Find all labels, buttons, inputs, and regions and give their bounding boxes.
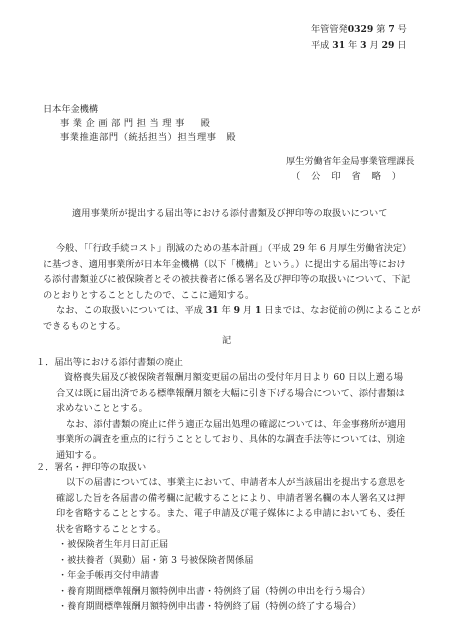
intro-line-5-month: 9 <box>233 305 240 317</box>
document-title: 適用事業所が提出する届出等における添付書類及び押印等の取扱いについて <box>72 208 388 219</box>
section-2-line-4: 状を省略することとする。 <box>56 523 167 535</box>
intro-line-5-year: 31 <box>205 305 219 317</box>
ki-label: 記 <box>222 335 232 346</box>
list-item: ・年金手帳再交付申請書 <box>58 570 160 582</box>
intro-line-5-tail: 日までは、なお従前の例によることが <box>261 305 421 317</box>
section-2-line-2: 確認した旨を各届書の備考欄に記載することにより、申請者署名欄の本人署名又は押 <box>56 492 406 504</box>
intro-line-3: る添付書類並びに被保険者とその被扶養者に係る署名及び押印等の取扱いについて、下記 <box>43 274 411 286</box>
section-2-list <box>58 537 370 615</box>
section-1-line-6: 通知する。 <box>56 449 102 461</box>
doc-number-suffix: 号 <box>394 24 407 35</box>
intro-line-5 <box>43 303 421 319</box>
doc-number-middle: 第 <box>373 24 389 35</box>
section-1-line-4: なお、添付書類の廃止に伴う適正な届出処理の確認については、年金事務所が適用 <box>66 418 406 430</box>
doc-number-prefix: 年管管発 <box>311 24 348 35</box>
date-day-label: 日 <box>394 40 407 51</box>
intro-line-5-year-label: 年 <box>218 305 234 317</box>
section-2-heading: ２．署名・押印等の取扱い <box>36 462 147 473</box>
date-year-label: 年 <box>345 40 361 51</box>
date-month: 3 <box>360 40 367 51</box>
list-item: ・養育期間標準報酬月額特例申出書・特例終了届（特例の終了する場合） <box>58 601 362 613</box>
section-1-line-5: 事業所の調査を重点的に行うこととしており、具体的な調査手法等については、別途 <box>56 434 405 446</box>
section-2-body <box>56 475 406 537</box>
intro-line-4: のとおりとすることとしたので、ここに通知する。 <box>43 289 255 301</box>
date-era: 平成 <box>311 40 333 51</box>
date-day: 29 <box>381 40 395 51</box>
date-year: 31 <box>332 40 346 51</box>
recipient-org: 日本年金機構 <box>43 104 99 115</box>
intro-line-1: 今般、「「行政手続コスト」削減のための基本計画」（平成 29 年 6 月厚生労働省決定） <box>56 243 412 254</box>
section-2-line-3: 印を省略することとする。また、電子申請及び電子媒体による申請においても、委任 <box>56 508 406 520</box>
intro-line-5-day: 1 <box>255 305 262 317</box>
document-date <box>311 40 406 52</box>
intro-line-5-head: なお、この取扱いについては、平成 <box>56 305 206 317</box>
list-item: ・養育期間標準報酬月額特例申出書・特例終了届（特例の申出を行う場合） <box>58 585 371 597</box>
section-1-line-3: 求めないこととする。 <box>56 403 148 415</box>
list-item: ・被扶養者（異動）届・第 3 号被保険者関係届 <box>58 554 254 566</box>
recipient-line-2: 事業推進部門（統括担当）担当理事 殿 <box>60 132 237 143</box>
section-1-body <box>56 370 406 464</box>
section-1-heading: １．届出等における添付書類の廃止 <box>36 357 183 368</box>
intro-paragraph <box>43 241 421 335</box>
section-1-line-2: 合又は既に届出済である標準報酬月額を大幅に引き下げる場合について、添付書類は <box>56 387 405 399</box>
list-item: ・被保険者生年月日訂正届 <box>58 539 169 550</box>
intro-line-2: に基づき、適用事業所が日本年金機構（以下「機構」という。）に提出する届出等におけ <box>43 258 406 270</box>
intro-line-5-month-label: 月 <box>239 305 256 317</box>
doc-number-date-code: 0329 <box>347 24 374 35</box>
intro-line-6: できるものとする。 <box>43 320 126 332</box>
sender-seal: （ 公 印 省 略 ） <box>291 171 402 182</box>
date-month-label: 月 <box>366 40 382 51</box>
document-number <box>311 24 407 36</box>
doc-number-num: 7 <box>388 24 395 35</box>
section-2-line-1: 以下の届書については、事業主において、申請者本人が当該届出を提出する意思を <box>66 477 406 488</box>
sender-office: 厚生労働省年金局事業管理課長 <box>286 156 415 167</box>
section-1-line-1: 資格喪失届及び被保険者報酬月額変更届の届出の受付年月日より 60 日以上遡る場 <box>64 372 404 383</box>
recipient-line-1: 事業企画部門担当理事 殿 <box>60 118 214 129</box>
